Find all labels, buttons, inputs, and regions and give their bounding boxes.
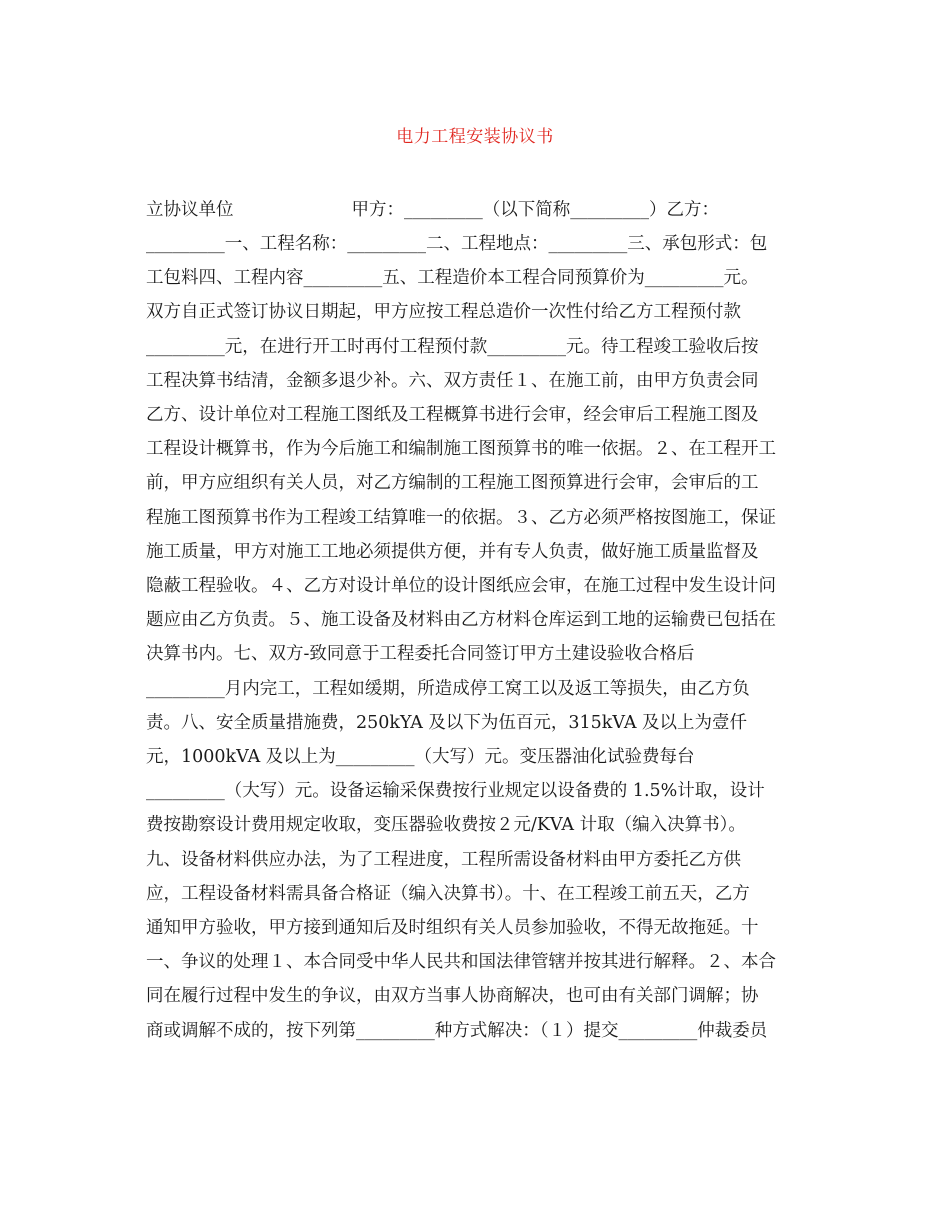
- body-line: 商或调解不成的，按下列第_________种方式解决：（１）提交_________仲裁委员: [146, 1020, 768, 1041]
- body-line: 费按勘察设计费用规定收取，变压器验收费按２元/KVA 计取（编入决算书）。: [146, 815, 746, 836]
- document-title: 电力工程安装协议书: [396, 127, 554, 147]
- body-line: 九、设备材料供应办法，为了工程进度，工程所需设备材料由甲方委托乙方供: [146, 849, 741, 870]
- header-label: 立协议单位: [146, 200, 234, 220]
- header-line: [146, 198, 816, 222]
- body-line: 决算书内。七、双方-致同意于工程委托合同签订甲方土建设验收合格后: [146, 644, 695, 665]
- body-line: _________元，在进行开工时再付工程预付款_________元。待工程竣工验收后按: [146, 336, 759, 357]
- body-line: 程施工图预算书作为工程竣工结算唯一的依据。３、乙方必须严格按图施工，保证: [146, 507, 776, 528]
- body-line: 双方自正式签订协议日期起，甲方应按工程总造价一次性付给乙方工程预付款: [146, 302, 741, 323]
- body-line: 前，甲方应组织有关人员，对乙方编制的工程施工图预算进行会审，会审后的工: [146, 473, 759, 494]
- header-parties: 甲方：_________（以下简称_________）乙方：: [351, 200, 719, 220]
- body-line: 乙方、设计单位对工程施工图纸及工程概算书进行会审，经会审后工程施工图及: [146, 405, 759, 425]
- body-line: 同在履行过程中发生的争议，由双方当事人协商解决，也可由有关部门调解；协: [146, 986, 759, 1007]
- body-line: 应，工程设备材料需具备合格证（编入决算书）。十、在工程竣工前五天，乙方: [146, 883, 750, 904]
- body-line: _________（大写）元。设备运输采保费按行业规定以设备费的 1.5%计取，设计: [146, 781, 765, 802]
- body-line: 元，1000kVA 及以上为_________（大写）元。变压器油化试验费每台: [146, 747, 695, 767]
- body-line: 一、争议的处理１、本合同受中华人民共和国法律管辖并按其进行解释。２、本合: [146, 952, 776, 973]
- body-line: 工包料四、工程内容_________五、工程造价本工程合同预算价为_________元。: [146, 268, 759, 289]
- body-line: 工程决算书结清，金额多退少补。六、双方责任１、在施工前，由甲方负责会同: [146, 370, 759, 391]
- body-line: 工程设计概算书，作为今后施工和编制施工图预算书的唯一依据。２、在工程开工: [146, 439, 776, 460]
- body-line: 题应由乙方负责。５、施工设备及材料由乙方材料仓库运到工地的运输费已包括在: [146, 610, 776, 631]
- body-line: 施工质量，甲方对施工工地必须提供方便，并有专人负责，做好施工质量监督及: [146, 541, 759, 562]
- body-line: 责。八、安全质量措施费，250kYA 及以下为伍百元，315kVA 及以上为壹仟: [146, 712, 748, 733]
- body-line: 通知甲方验收，甲方接到通知后及时组织有关人员参加验收，不得无故拖延。十: [146, 918, 759, 938]
- body-line: _________月内完工，工程如缓期，所造成停工窝工以及返工等损失，由乙方负: [146, 678, 750, 699]
- body-line: 隐蔽工程验收。４、乙方对设计单位的设计图纸应会审，在施工过程中发生设计问: [146, 576, 776, 596]
- body-line: _________一、工程名称：_________二、工程地点：_________三、承包形式：包: [146, 234, 768, 254]
